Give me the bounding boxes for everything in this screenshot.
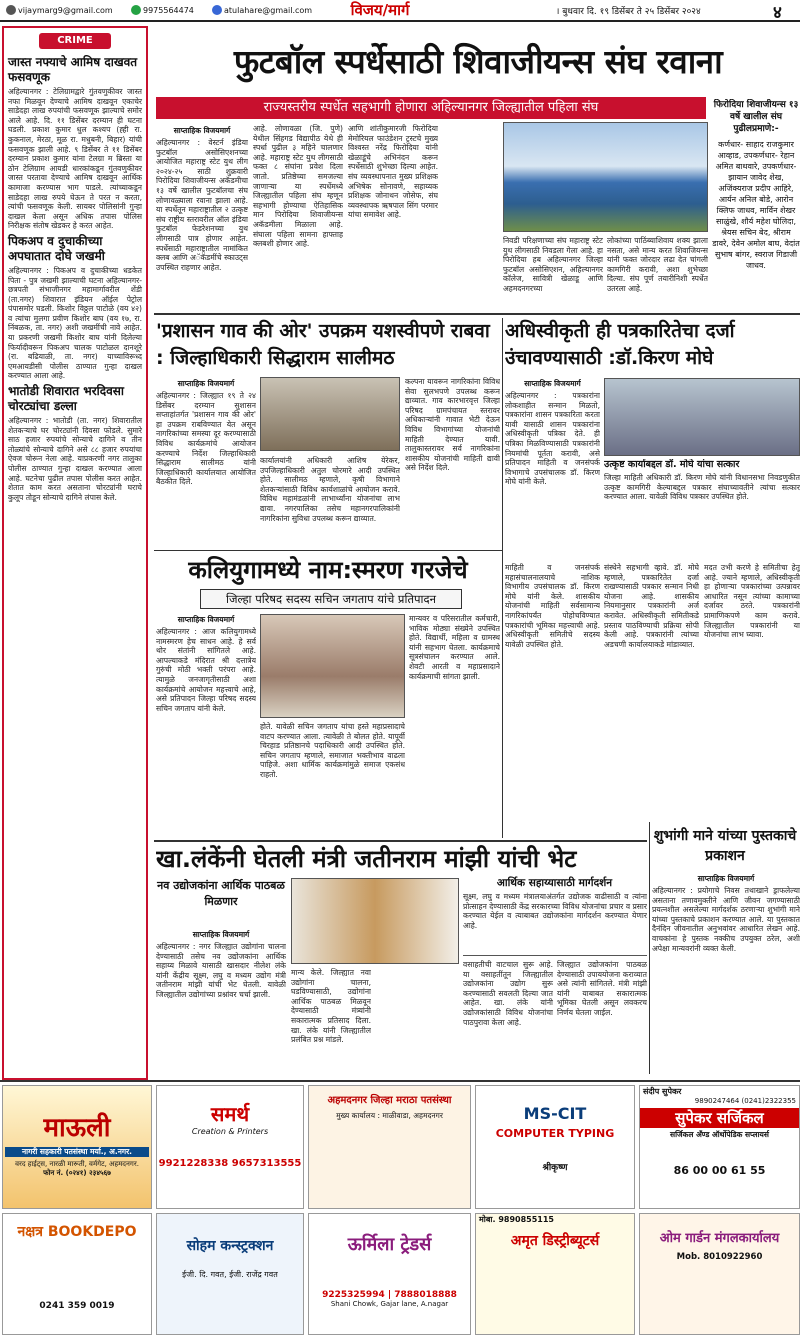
- story5-headline: खा.लंकेंनी घेतली मंत्री जतीनराम मांझी यांची भेट: [156, 845, 577, 873]
- ad-urmila-traders: [308, 1213, 471, 1335]
- crime-text-1: अहिल्यानगर : टेलिग्रामद्वारे गुंतवणुकीवर जास्त नफा मिळवून देण्याचे आमिष दाखवून एकाचेर साडेदहा लाख रुपयांची फसवणूक झाल्याचे समोर आले आहे. दि. ११ डिसेंबर दरम्यान ही घटना घडली. प्रकाश कुमार धुल कश्यप (ह्ही रा. कुकनाल, मेरठा, मूळ रा. मधुबनी, बिहार) यांची फसवणूक झाली आहे. ९ डिसेंबर ते ११ डिसेंबर दरम्यान प्रकाश कुमार यांना टेलग्रा म ब्रिस्ता या ठोन टेलिग्राम आयडी धारकांकडून गुंतवणुकीवर जास्त परतावा देण्याचे आमिष दाखवून आर्थिक कामाजा करण्यास भाग पाडले. त्यांच्याकडून साडेदहा लाख रुपये घेऊन ते परत न करता, त्यांची फसवणूक केली. सायबर पोलिसांनी गुन्हा दाखल केला असून अधिक तपास पोलिस निरीक्षक संतोष खेडकर हे करत आहेत.: [8, 87, 142, 231]
- story4-byline-text: साप्ताहिक विजयमार्ग: [177, 615, 235, 624]
- story1-subhead: राज्यस्तरीय स्पर्धेत सहभागी होणारा अहिल्यानगर जिल्ह्यातील पहिला संघ: [156, 97, 706, 119]
- story5-byline: [156, 928, 286, 940]
- ad-nakshatra-title: नक्षत्र BOOKDEPO: [17, 1224, 137, 1240]
- story6-byline: [652, 872, 800, 884]
- story4-subhead: जिल्हा परिषद सदस्य सचिन जगताप यांचे प्रतिपादन: [200, 589, 462, 609]
- story1-col2: आहे. लोणावळा (जि. पुणे) येथील सिंहगड विद्यापीठ येथे ही स्पर्धा पुढील ३ महिने चालणार आहे. महाराष्ट्र स्टेट युथ लीगसाठी फक्त ८ संघांना प्रवेश दिला जातो. प्रतिष्ठेच्या समजल्या जाणाऱ्या या स्पर्धेमध्ये जिल्ह्यातील पहिला संघ म्हणून सहभागी होण्याचा ऐतिहासिक मान पिरोदिया शिवाजीयन्स अकॅडमीला मिळाला आहे. संघाला पहिला सामना हाफ्ताह क्लबशी होणार आहे.: [253, 124, 343, 249]
- whatsapp-icon: [131, 5, 141, 15]
- ad-patsanstha-text: मुख्य कार्यालय : माळीवाडा, अहमदनगर: [336, 1111, 443, 1120]
- sidebar-title: फिरोदिया शिवाजीयन्स १३ वर्षे खालील संघ पुढीलप्रमाणे:-: [713, 100, 799, 134]
- collector-meeting-photo: [260, 377, 400, 451]
- ad-om-garden-title: ओम गार्डन मंगलकार्यालय: [659, 1231, 780, 1246]
- crime-text-2: अहिल्यानगर : पिकअप व दुचाकीच्या धडकेत पिता - पुत्र जखमी झाल्याची घटना अहिल्यानगर- छत्रपती संभाजीनगर महामार्गावरील शेंडी (ता.नगर) शिवारात इंडियन ऑईल पेट्रोल पंपासमोर घडली. किशोर विठ्ठल पाटोळे (वय ४२) व त्यांचा मुलगा प्रवीण किशोर बाघ (वय १७, रा. निंबळक, ता. नगर) अशी जखमींची नावे आहेत. या प्रकरणी जखमी किशोर बाघ यांनी दिलेल्या फिर्यादीवरून पिकअप चालक पाटोळल दानशूरे (रा. बढियाळी, ता. नगर) याच्याविरूध्द एमआयडीसी पोलीस ठाण्यात गुन्हा दाखल करण्यात आला आहे.: [8, 265, 142, 381]
- story5-box-title: आर्थिक सहाय्यासाठी मार्गदर्शन: [496, 877, 613, 889]
- ad-mauli: [2, 1085, 152, 1209]
- story5-col2b: [376, 968, 459, 1072]
- story1-col5: लोकांच्या पाठिंब्याशिवाय शक्य झाला नसता, असे मान्य करत शिवाजियन्स यांनी फक्त जोरदार लढा देत चांगली कामगिरी करावी, अशा शुभेच्छा दिल्या. संघ पूर्ण तयारीनिशी स्पर्धेत उतरला आहे.: [607, 236, 708, 293]
- story5-col4: जिल्ह्यात उद्योजकांना पाठबळ देण्यासाठी उपाययोजना कराव्यात असे त्यांनी सांगितले. मंत्री मांझी यांनी याबाबत सकारात्मक भूमिका घेतली असून लवकरच निर्णय घेतला जाईल.: [557, 960, 647, 1017]
- crime-text-3: अहिल्यानगर : भातोडी (ता. नगर) शिवारातील शेतकऱ्याचे घर चोरट्यांनी दिवसा फोडले. सुमारे साठ हजार रुपयांचे सोन्याचे दागिने व तीन तोळ्यांचे सोन्याचे दागिने असे ८८ हजार रुपयांचा ऐवज चोरून नेला आहे. याप्रकरणी नगर तालुका पोलीस ठाण्यात गुन्हा दाखल करण्यात आला आहे. घटनेचा पुढील तपास पोलीस करत आहेत. शेतात काम करत असताना चोरट्यांनी घराचे कुलूप तोडून सोन्याचे दागिने लंपास केले.: [8, 416, 142, 502]
- email-text: vijaymarg9@gmail.com: [18, 6, 113, 15]
- story4-headline: कलियुगामध्ये नाम:स्मरण गरजेचे: [188, 556, 468, 584]
- story3-byline: [505, 377, 600, 389]
- ad-soham-title: सोहम कन्स्ट्रक्शन: [186, 1238, 274, 1254]
- divider: [0, 1080, 800, 1082]
- story2-col1: अहिल्यानगर : जिल्ह्यात १९ ते २४ डिसेंबर दरम्यान सुशासन सप्ताहांतर्गत 'प्रशासन गाव की ओर' हा उपक्रम राबविण्यात येत असून नागरिकांच्या समस्या दूर करण्यासाठी विविध कार्यक्रमांचे आयोजन करण्याचे निर्देश जिल्हाधिकारी सिद्धाराम सालीमठ यांनी जिल्हाधिकारी कार्यालयात आयोजित बैठकीत दिले.: [156, 391, 256, 487]
- divider: [502, 318, 503, 838]
- story1-headline: फुटबॉल स्पर्धेसाठी शिवाजीयन्स संघ रवाना: [233, 42, 723, 81]
- ad-mauli-sub: नागरी सहकारी पतसंस्था मर्या., अ.नगर.: [5, 1147, 149, 1157]
- story1-col3: आणि शांतीकुमारजी फिरोदिया मेमोरियल फाउंडेशन ट्रस्टचे मुख्य विश्वस्त नरेंद्र फिरोदिया यांनी खेळाडूंचे अभिनंदन करून स्पर्धेसाठी शुभेच्छा दिल्या आहेत. संघ व्यवस्थापनात मुख्य प्रशिक्षक अभिषेक सोनावणे, सहाय्यक प्रशिक्षक जोनाथन जोसेफ, संघ व्यवस्थापक ऋषपाल सिंग परमार यांचा समावेश आहे.: [348, 124, 438, 220]
- phone-contact: [131, 5, 194, 15]
- story5-byline-text: साप्ताहिक विजयमार्ग: [192, 930, 250, 939]
- story6-text: अहिल्यानगर : प्रयोगाचे निवस तथाखाने ड्राफलेल्या असताना तणावमुक्तीने आणि जीवन जगण्यासाठी प्रयत्नशील असलेल्या मार्गदर्शक ठरणाऱ्या शुभांगी माने यांच्या पुस्तकाचे प्रकाशन करण्यात आले. या पुस्तकात दैनंदिन जीवनातील अनुभवांवर आधारित लेखन आहे. वाचकांना हे पुस्तक नक्कीच उपयुक्त ठरेल, अशी अपेक्षा मान्यवरांनी व्यक्त केली.: [652, 886, 800, 953]
- ad-mscit: [475, 1085, 635, 1209]
- issue-date: । बुधवार दि. १९ डिसेंबर ते २५ डिसेंबर २०२४: [556, 7, 701, 17]
- story6-headline: शुभांगी माने यांच्या पुस्तकाचे प्रकाशन: [653, 828, 797, 864]
- email-contact: [6, 5, 113, 15]
- ad-samarth-title: समर्थ: [210, 1102, 250, 1126]
- ad-mauli-title: माऊली: [43, 1113, 111, 1143]
- ad-amrut-distributors: [475, 1213, 635, 1335]
- ad-samarth-sub: Creation & Printers: [191, 1127, 269, 1136]
- story2-col2: कार्यालयांनी अधिकारी आशिष येरेकर, उपजिल्हाधिकारी अतुल चोरमारे आदी उपस्थित होते. सालीमठ म्हणाले, कृषी विभागाने शेतकऱ्यांसाठी विविध कार्यशाळांचे आयोजन करावे. विविध महामंडळांनी लाभार्थ्यांना योजनांचा लाभ द्यावा. नगरपालिका तसेच महानगरपालिकांनी नागरिकांना सुविधा उपलब्ध करून द्याव्यात.: [260, 456, 400, 523]
- ad-nakshatra-book-depo: [2, 1213, 152, 1335]
- story3-byline-text: साप्ताहिक विजयमार्ग: [524, 379, 581, 388]
- ad-samarth: [156, 1085, 304, 1209]
- story3-col2: माहिती व जनसंपर्क महासंचालनालयाचे नाशिक विभागीय उपसंचालक डॉ. किरण मोघे यांनी केले. शासकीय योजनांची माहिती सर्वसामान्य नागरिकांपर्यंत पोहोचविण्यात पत्रकारांची भूमिका महत्त्वाची आहे. अधिस्वीकृती समितीचे सदस्य यावेळी उपस्थित होते.: [505, 563, 600, 649]
- story5-box-text: सूक्ष्म, लघु व मध्यम मंत्रालयाअंतर्गत उद्योजक वाढीसाठी व त्यांना प्रोत्साहन देण्यासाठी केंद्र सरकारच्या विविध योजनांचा प्रचार व प्रसार करण्यात येईल व त्याबाबत उद्योजकांना मार्गदर्शन करण्यात येणार आहे.: [463, 892, 647, 956]
- page-header: [0, 0, 800, 22]
- ad-supekar-phone2: 86 00 00 61 55: [673, 1164, 766, 1177]
- satsang-event-photo: [260, 614, 405, 718]
- ad-patsanstha-title: अहमदनगर जिल्हा मराठा पतसंस्था: [327, 1095, 452, 1106]
- ad-maratha-patsanstha: [308, 1085, 471, 1209]
- story4-col3: मान्यवर व परिसरातील कर्मचारी, भाविक मोठ्या संख्येने उपस्थित होते. विद्यार्थी, महिला व ग्रामस्थ यांनी सहभाग घेतला. कार्यक्रमाचे सूत्रसंचालन करण्यात आले. शेवटी आरती व महाप्रसादाने कार्यक्रमाची सांगता झाली.: [409, 614, 500, 681]
- email-icon: [6, 5, 16, 15]
- crime-headline-1: जास्त नफ्याचे आमिष दाखवत फसवणूक: [8, 55, 138, 84]
- story5-col1: अहिल्यानगर : नगर जिल्ह्यात उद्योगांना चालना देण्यासाठी तसेच नव उद्योजकांना आर्थिक सहाय्य मिळावे यासाठी खासदार नीलेश लंके यांनी केंद्रीय सूक्ष्म, लघु व मध्यम उद्योग मंत्री जतीनराम मांझी यांची भेट घेतली. यावेळी जिल्ह्यातील उद्योगांच्या प्रश्नांवर चर्चा झाली.: [156, 942, 286, 999]
- ad-urmila-title: ऊर्मिला ट्रेडर्स: [347, 1234, 432, 1255]
- page-number: ४: [773, 3, 782, 22]
- ad-mscit-title: MS-CIT: [523, 1104, 587, 1123]
- ad-mauli-phone: फोन नं. (०२४१) २३४५६७: [43, 1169, 111, 1177]
- story2-headline: 'प्रशासन गाव की ओर' उपक्रम यशस्वीपणे राबवा : जिल्हाधिकारी सिद्धाराम सालीमठ: [156, 320, 490, 369]
- story1-col1: अहिल्यानगर : वेस्टर्न इंडिया फुटबॉल असोसिएशनच्या आयोजित महाराष्ट्र स्टेट युथ लीग २०२४-२५ साठी शुक्रवारी पिरोदिया शिवाजीयन्स अकॅडमीचा १३ वर्षे खालील फुटबॉलचा संघ लोणावळ्याला रवाना झाला आहे. या स्पर्धेतून महाराष्ट्रातील २ उत्कृष्ट संघ राष्ट्रीय स्तरावरील ऑल इंडिया फुटबॉल फेडरेशनच्या युथ लीगसाठी पात्र होणार आहेत. स्पर्धेसाठी महाराष्ट्रातील नामांकित क्लब आणि अॅकॅडमींचे स्काउट्स उपस्थित राहणार आहेत.: [156, 138, 248, 272]
- email2-text: atulahare@gmail.com: [224, 6, 313, 15]
- divider: [154, 550, 502, 551]
- ad-nakshatra-phone: 0241 359 0019: [39, 1301, 115, 1311]
- mp-minister-meeting-photo: [291, 878, 459, 964]
- story1-col3b: [443, 124, 499, 310]
- ad-supekar-name: संदीप सुपेकर: [643, 1087, 682, 1096]
- story5-col2: मान्य केले. जिल्ह्यात नवा उद्योगांना चालना, घडविण्यासाठी, उद्योगांना आर्थिक पाठबळ मिळवून देण्यासाठी मंत्र्यांनी सकारात्मक प्रतिसाद दिला. खा. लंके यांनी जिल्ह्यातील प्रलंबित प्रश्न मांडले.: [291, 968, 371, 1045]
- email-icon: [212, 5, 222, 15]
- ad-urmila-addr: Shani Chowk, Gajar lane, A.nagar: [330, 1300, 449, 1308]
- ad-soham-construction: [156, 1213, 304, 1335]
- crime-headline-2: पिकअप व दुचाकीच्या अपघातात दोघे जखमी: [8, 233, 105, 263]
- story4-col2: होते. यावेळी सचिन जगताप यांचा हस्ते महाप्रसादाचे वाटप करण्यात आला. त्यावेळी ते बोलत होते. यापूर्वी चिरहाड प्रतिष्ठानचे पदाधिकारी आदी उपस्थित होते. सचिन जगताप म्हणाले, समाजात भक्तीभाव वाढला पाहिजे. अशा धार्मिक कार्यक्रमांमुळे समाज एकसंध राहतो.: [260, 722, 405, 779]
- story4-col1: अहिल्यानगर : आज कलियुगामध्ये नामस्मरण हेच साधन आहे. हे सर्व थोर संतांनी सांगितले आहे. आपल्याकडे मंदिरात श्री दत्तात्रेय गुरुंची मोठी भक्ती परंपरा आहे. त्यामुळे जनजागृतीसाठी अशा कार्यक्रमांचे आयोजन महत्त्वाचे आहे, असे प्रतिपादन जिल्हा परिषद सदस्य सचिन जगताप यांनी केले.: [156, 627, 256, 713]
- story3-headline: अधिस्वीकृती ही पत्रकारितेचा दर्जा उंचावण्यासाठी :डॉ.किरण मोघे: [505, 320, 735, 369]
- ad-mscit-name: श्रीकृष्ण: [542, 1163, 568, 1173]
- story1-byline: [156, 124, 248, 136]
- crime-badge: CRIME: [39, 33, 111, 49]
- ad-soham-sub: ईजी. दि. गवत, ईजी. राजेंद्र गवत: [182, 1270, 278, 1279]
- ad-amrut-phone: मोबा. 9890855115: [479, 1215, 554, 1224]
- story1-sidebar: [712, 99, 800, 309]
- story1-col4: निवडी परिक्षणाच्या संघ महाराष्ट्र स्टेट युथ लीगसाठी निवडला गेला आहे. हा पिरोदिया हब अहिल्यानगर जिल्हा फुटबॉल असोसिएशन, अहिल्यानगर कॉलेज, सावित्री खेळाडू आणि अहमदनगरच्या: [503, 236, 603, 293]
- story3-box-text: जिल्हा माहिती अधिकारी डॉ. किरण मोघे यांनी विधानसभा निवडणुकीत उत्कृष्ट कामगिरी केल्याबद्दल पत्रकार संघाच्यावतीने त्यांचा सत्कार करण्यात आला. यावेळी विविध पत्रकार उपस्थित होते.: [604, 473, 800, 502]
- story4-byline: [156, 613, 256, 625]
- ad-mauli-addr: वरद हाईट्स, नारळी मारूती, वर्मगेट, अहमदनगर.: [15, 1160, 139, 1168]
- divider: [154, 313, 800, 315]
- story2-col3: कल्पना यावरून नागरिकांना विविध सेवा सुलभपणे उपलब्ध करून द्याव्यात. गाव कारभारवृत्त जिल्हा परिषद ग्रामपंचायत स्तरावर अधिकाऱ्यांनी गावात भेटी देऊन विविध विभागांच्या योजनांची माहिती देण्यात यावी. तालुकास्तरावर सर्व नागरिकांना शासकीय योजनांची माहिती द्यावी असे निर्देश दिले.: [405, 377, 500, 473]
- email2-contact: [212, 5, 312, 15]
- ad-om-garden: [639, 1213, 800, 1335]
- ad-supekar-sub: सर्जिकल अँण्ड ऑर्थोपेडिक सप्लायर्स: [670, 1130, 769, 1139]
- football-team-photo: [503, 122, 708, 232]
- story1-byline-text: साप्ताहिक विजयमार्ग: [173, 126, 231, 135]
- sidebar-text: कर्णधार- साहाद राजकुमार आव्हाड, उपकर्णधार- रेहान अमित बाथवारे, उपकर्णधार- झायान जावेद शेख, अजिंक्यराज प्रदीप आहिरे, आर्यन अनिल बोडे, आरोन क्लिफ जाधव, मार्विन शेखर साळुंखे, शौर्य महेश घोलिदा, श्रेयस सचिन बेद, श्रीराम डावरे, देवेन अमोल बाघ, वेदांत सुभाष बांगर, स्वराज गिडाजी जाधव.: [712, 140, 800, 270]
- phone-text: 9975564474: [143, 6, 194, 15]
- story2-byline-text: साप्ताहिक विजयमार्ग: [177, 379, 235, 388]
- story3-col3: संस्थेने सहभागी व्हावे. डॉ. मोघे म्हणाले, पत्रकारितेत दर्जा राखण्यासाठी पत्रकार सन्मान निधी योजना आहे. शासकीय नियमानुसार पत्रकारांनी अर्ज करावेत. अधिस्वीकृती समितीकडे प्रस्ताव पाठविण्याची प्रक्रिया सोपी केली आहे. पत्रकारांनी त्यांच्या अडचणी कार्यालयाकडे मांडाव्यात.: [604, 563, 699, 649]
- story5-subhead: नव उद्योजकांना आर्थिक पाठबळ मिळणार: [157, 879, 285, 908]
- ad-mscit-sub: COMPUTER TYPING: [495, 1127, 615, 1140]
- journalists-felicitation-photo: [604, 378, 800, 456]
- story6-byline-text: साप्ताहिक विजयमार्ग: [697, 874, 755, 883]
- story3-box-title: उत्कृष्ट कार्याबद्दल डॉ. मोघे यांचा सत्कार: [604, 459, 740, 470]
- ad-urmila-phone: 9225325994 | 7888018888: [322, 1290, 457, 1300]
- crime-headline-3: भातोडी शिवारात भरदिवसा चोरट्यांचा डल्ला: [8, 384, 124, 414]
- story3-col4: मदत उभी करणे हे समितीचा हेतू आहे. ज्याने म्हणाले, अधिस्वीकृती हा होणाऱ्या पत्रकारांच्या उत्पन्नावर आधारित नसून त्यांच्या कामाच्या दर्जावर ठरते. पत्रकारांनी प्रामाणिकपणे काम करावे. जिल्ह्यातील पत्रकारांनी या योजनांचा लाभ घ्यावा.: [704, 563, 800, 640]
- ad-om-garden-phone: Mob. 8010922960: [676, 1252, 763, 1262]
- ad-amrut-title: अमृत डिस्ट्रीब्यूटर्स: [510, 1233, 600, 1249]
- story3-box: [604, 459, 800, 559]
- ad-supekar-surgical: [639, 1085, 800, 1209]
- ad-supekar-title: सुपेकर सर्जिकल: [640, 1108, 799, 1128]
- story3-col1: अहिल्यानगर : पत्रकारांना लोकशाहीत सन्मान मिळतो, पत्रकारांना शासन पत्रकारिता करता यावी यासाठी शासन पत्रकारांना अधिस्वीकृती पत्रिका देते. ही पत्रिका मिळविण्यासाठी पत्रकारांनी नियमांची पूर्तता करावी, असे प्रतिपादन माहिती व जनसंपर्क विभागाचे उपसंचालक डॉ. किरण मोघे यांनी केले.: [505, 391, 600, 487]
- story2-byline: [156, 377, 256, 389]
- crime-column: [2, 26, 148, 1080]
- ad-supekar-phone: 9890247464 (0241)2322355: [694, 1097, 796, 1105]
- story5-col3: वसाहतीची वाटचाल सुरू आहे. या वसाहतींतून जिल्ह्यातील उद्योजकांना उद्योग सुरू करण्यासाठी सवलती दिल्या जात आहेत. खा. लंके यांनी उद्योजकांसाठी विविध योजनांचा पाठपुरावा केला आहे.: [463, 960, 553, 1027]
- masthead-logo: विजय/मार्ग: [350, 1, 410, 19]
- ad-samarth-phone: 9921228338 9657313555: [158, 1158, 302, 1169]
